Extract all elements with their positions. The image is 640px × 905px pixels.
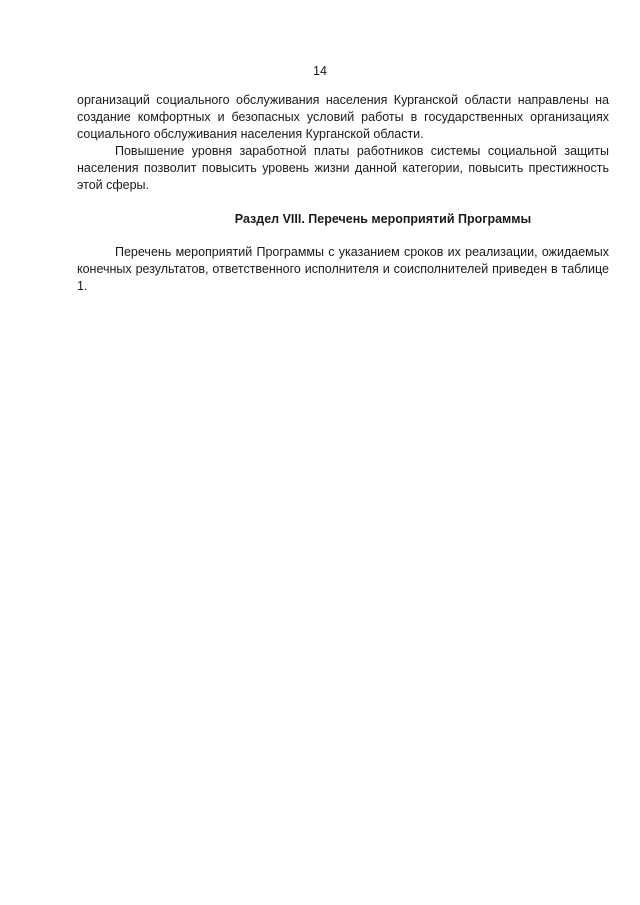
- page-number: 14: [313, 64, 327, 78]
- document-body: [77, 92, 609, 295]
- paragraph-continuation: организаций социального обслуживания населения Курганской области направлены на создание комфортных и безопасных условий работы в государственных организациях социального обслуживания населения Курганской области.: [77, 93, 609, 141]
- paragraph-program-measures: Перечень мероприятий Программы с указанием сроков их реализации, ожидаемых конечных результатов, ответственного исполнителя и соисполнителей приведен в таблице 1.: [77, 245, 609, 293]
- paragraph-salary-increase: Повышение уровня заработной платы работников системы социальной защиты населения позволит повысить уровень жизни данной категории, повысить престижность этой сферы.: [77, 144, 609, 192]
- section-heading: Раздел VIII. Перечень мероприятий Программы: [234, 212, 532, 226]
